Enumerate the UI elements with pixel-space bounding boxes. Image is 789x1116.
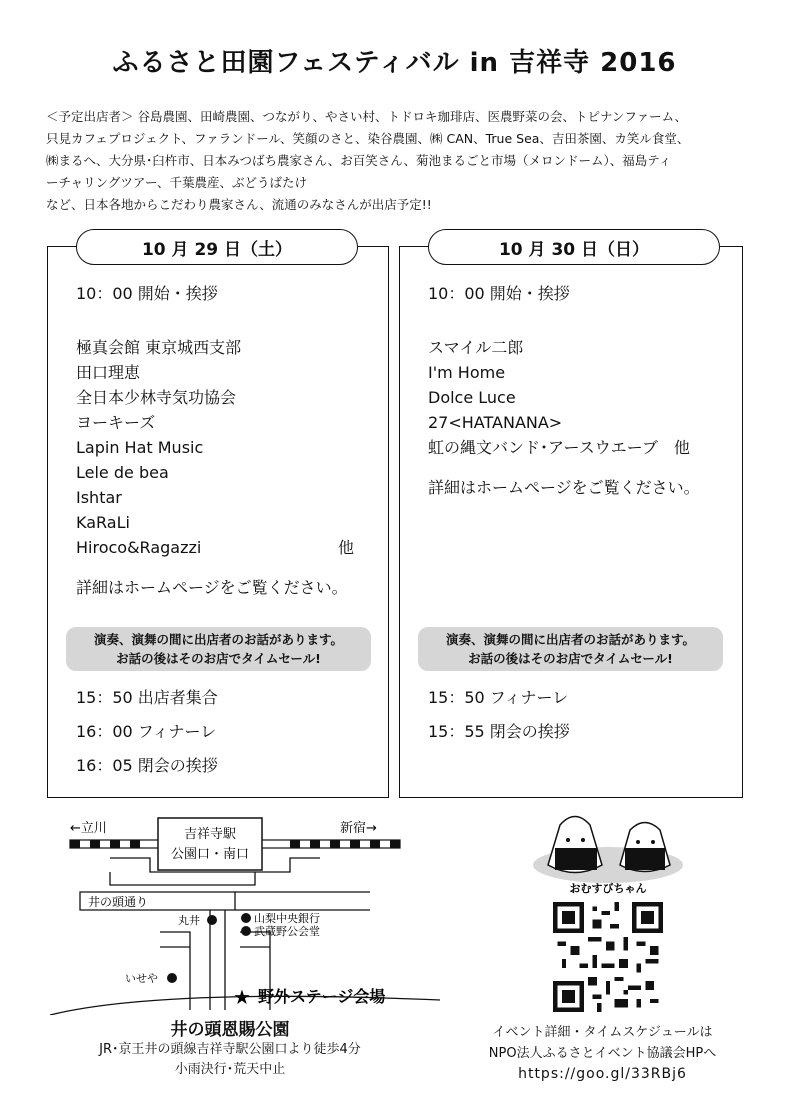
hall-dot — [241, 926, 251, 936]
access-info: JR･京王井の頭線吉祥寺駅公園口より徒歩4分 — [99, 1042, 361, 1057]
station-box — [158, 818, 262, 870]
performer-name: Hiroco&Ragazzi — [76, 538, 202, 557]
performer: KaRaLi — [76, 513, 130, 532]
closing-item: 16：05 閉会の挨拶 — [76, 756, 218, 775]
east-label: 新宿→ — [340, 821, 377, 836]
performer: 極真会館 東京城西支部 — [76, 338, 242, 357]
day1-panel — [47, 239, 389, 798]
day1-details: 詳細はホームページをご覧ください。 — [76, 578, 348, 597]
others-label: 他 — [338, 538, 355, 557]
day2-closing — [428, 681, 570, 749]
star-icon: ★ — [233, 985, 251, 1009]
iseya-label: いせや — [125, 972, 158, 985]
exhibitor-line: 只見カフェプロジェクト、ファランドール、笑顔のさと、染谷農園、㈱ CAN、True Sea、吉田茶園、カ笑ル食堂、 — [46, 131, 690, 146]
hp-url-link[interactable]: https://goo.gl/33RBj6 — [518, 1066, 687, 1082]
mascot-name: おむすびちゃん — [569, 882, 647, 895]
performer: Lele de bea — [76, 463, 169, 482]
performer — [76, 535, 355, 560]
day2-panel — [399, 239, 743, 798]
performer: Ishtar — [76, 488, 122, 507]
performer: 田口理恵 — [76, 363, 141, 382]
exhibitor-line: ＜予定出店者＞ 谷島農園、田崎農園、つながり、やさい村、トドロキ珈琲店、医農野菜の会、トピナンファーム、 — [46, 109, 687, 124]
nori-right — [625, 848, 665, 870]
day1-date-badge: 10 月 29 日（土） — [76, 229, 358, 265]
note-line: 演奏、演舞の間に出店者のお話があります。 — [445, 632, 695, 647]
access-map — [40, 810, 460, 1015]
marui-label: 丸井 — [178, 914, 200, 927]
day1-open — [76, 281, 218, 306]
station-exit: 公園口・南口 — [170, 847, 250, 862]
closing-item: 16：00 フィナーレ — [76, 722, 217, 741]
performer: Dolce Luce — [428, 388, 516, 407]
day1-closing — [76, 681, 218, 783]
west-label: ←立川 — [70, 821, 107, 836]
exhibitor-line: ㈱まるへ、大分県･臼杵市、日本みつばち農家さん、お百笑さん、菊池まるごと市場（メロンドーム）、福島ティ — [46, 153, 672, 168]
day2-date-badge: 10 月 30 日（日） — [428, 229, 720, 265]
note-line: お話の後はそのお店でタイムセール! — [116, 651, 321, 666]
day1-performers — [76, 335, 355, 600]
omusubi-mascot — [520, 810, 695, 895]
closing-item: 15：50 フィナーレ — [428, 688, 569, 707]
performer: スマイル二郎 — [428, 338, 524, 357]
qr-code[interactable] — [553, 902, 663, 1012]
bank-label: 山梨中央銀行 — [254, 912, 320, 925]
exhibitor-line: ーチャリングツアー、千葉農産、ぶどうばたけ — [46, 175, 308, 190]
hp-info — [470, 1022, 735, 1085]
weather-policy: 小雨決行･荒天中止 — [174, 1062, 286, 1077]
day2-open — [428, 281, 570, 306]
performer: 全日本少林寺気功協会 — [76, 388, 237, 407]
performer: I'm Home — [428, 363, 506, 382]
day2-open-time: 10：00 開始・挨拶 — [428, 284, 570, 303]
day2-talk-note — [418, 627, 723, 671]
page-title: ふるさと田園フェスティバル in 吉祥寺 2016 — [112, 48, 677, 78]
performer: ヨーキーズ — [76, 413, 156, 432]
note-line: 演奏、演舞の間に出店者のお話があります。 — [93, 632, 343, 647]
day1-open-time: 10：00 開始・挨拶 — [76, 284, 218, 303]
performer: Lapin Hat Music — [76, 438, 204, 457]
park-name: 井の頭恩賜公園 — [170, 1020, 290, 1040]
performer: 虹の縄文バンド･アースウエーブ 他 — [428, 438, 690, 457]
nori-left — [555, 848, 597, 870]
venue-label: 野外ステージ会場 — [258, 987, 386, 1006]
day2-details: 詳細はホームページをご覧ください。 — [428, 478, 700, 497]
closing-item: 15：55 閉会の挨拶 — [428, 722, 570, 741]
note-line: お話の後はそのお店でタイムセール! — [468, 651, 673, 666]
closing-item: 15：50 出店者集合 — [76, 688, 218, 707]
day2-performers — [428, 335, 700, 500]
park-info — [40, 1015, 420, 1080]
iseya-dot — [167, 973, 177, 983]
marui-dot — [207, 915, 217, 925]
performer: 27<HATANANA> — [428, 413, 563, 432]
street-label: 井の頭通り — [88, 895, 149, 909]
hp-line: イベント詳細・タイムスケジュールは — [492, 1025, 713, 1040]
day1-talk-note — [66, 627, 371, 671]
exhibitor-list — [46, 106, 746, 216]
hall-label: 武蔵野公会堂 — [254, 925, 320, 938]
hp-line: NPO法人ふるさとイベント協議会HPへ — [488, 1046, 717, 1061]
station-name: 吉祥寺駅 — [183, 827, 237, 842]
bank-dot — [241, 913, 251, 923]
exhibitor-line: など、日本各地からこだわり農家さん、流通のみなさんが出店予定!! — [46, 197, 432, 212]
